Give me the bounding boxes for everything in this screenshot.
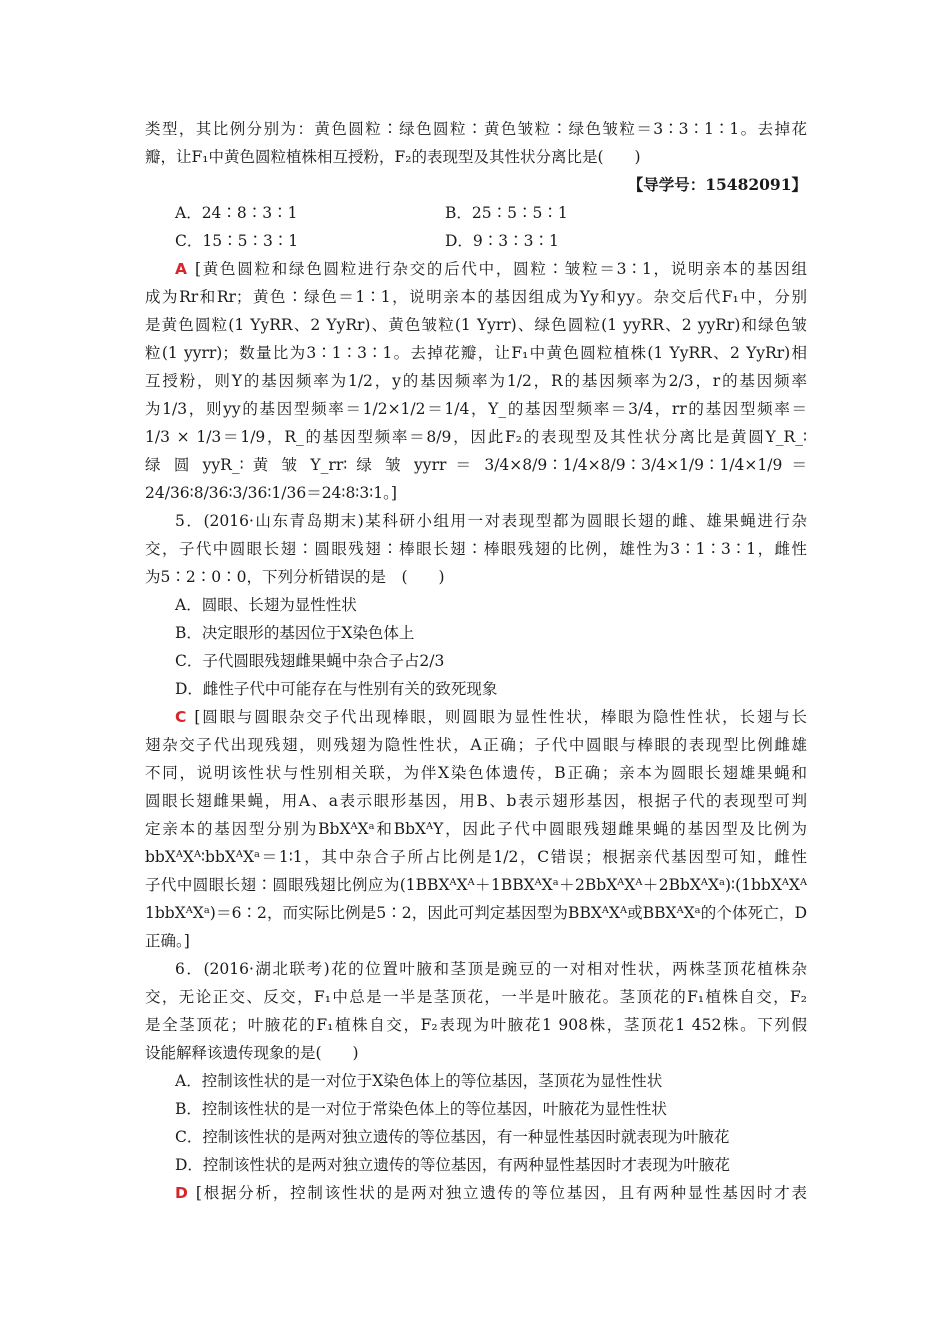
q6-option-d: D．控制该性状的是两对独立遗传的等位基因，有两种显性基因时才表现为叶腋花 — [175, 1156, 730, 1174]
q4-explanation-line: 互授粉，则Y的基因频率为1/2，y的基因频率为1/2，R的基因频率为2/3，r的基因频率 — [145, 372, 807, 390]
q5-explanation-line: 不同，说明该性状与性别相关联，为伴X染色体遗传，B正确；亲本为圆眼长翅雄果蝇和 — [145, 764, 807, 782]
q4-explanation-line: 是黄色圆粒(1 YyRR、2 YyRr)、黄色皱粒(1 Yyrr)、绿色圆粒(1 yyRR、2 yyRr)和绿色皱 — [145, 316, 807, 334]
q6-answer: D — [175, 1184, 188, 1202]
q5-explanation-line: 圆眼长翅雌果蝇，用A、a表示眼形基因，用B、b表示翅形基因，根据子代的表现型可判 — [145, 792, 807, 810]
q6-option-b: B．控制该性状的是一对位于常染色体上的等位基因，叶腋花为显性性状 — [175, 1100, 667, 1118]
q5-option-b: B．决定眼形的基因位于X染色体上 — [175, 624, 415, 642]
q4-stem-line: 类型，其比例分别为：黄色圆粒∶绿色圆粒∶黄色皱粒∶绿色皱粒＝3∶3∶1∶1。去掉花 — [145, 120, 807, 138]
q5-explanation-line: 1bbXᴬXᵃ)＝6∶2，而实际比例是5∶2，因此可判定基因型为BBXᴬXᴬ或BBXᴬXᵃ的个体死亡，D — [145, 904, 807, 922]
q6-stem-line: 是全茎顶花；叶腋花的F₁植株自交，F₂表现为叶腋花1 908株，茎顶花1 452株。下列假 — [145, 1016, 807, 1034]
q6-option-c: C．控制该性状的是两对独立遗传的等位基因，有一种显性基因时就表现为叶腋花 — [175, 1128, 730, 1146]
q4-option-d: D．9∶3∶3∶1 — [445, 232, 559, 250]
q6-stem-line: 6．(2016·湖北联考)花的位置叶腋和茎顶是豌豆的一对相对性状，两株茎顶花植株杂 — [175, 960, 807, 978]
q6-option-a: A．控制该性状的是一对位于X染色体上的等位基因，茎顶花为显性性状 — [175, 1072, 663, 1090]
q4-explanation-line: 成为Rr和Rr；黄色∶绿色＝1∶1，说明亲本的基因组成为Yy和yy。杂交后代F₁中，分别 — [145, 288, 807, 306]
q4-option-b: B．25∶5∶5∶1 — [445, 204, 568, 222]
q4-explanation-line: 1/3 × 1/3＝1/9，R_的基因型频率＝8/9，因此F₂的表现型及其性状分离比是黄圆Y_R_∶ — [145, 428, 807, 446]
q5-explanation-line: bbXᴬXᴬ∶bbXᴬXᵃ＝1∶1，其中杂合子所占比例是1/2，C错误；根据亲代基因型可知，雌性 — [145, 848, 807, 866]
q5-explanation-line: 翅杂交子代出现残翅，则残翅为隐性性状，A正确；子代中圆眼与棒眼的表现型比例雌雄 — [145, 736, 807, 754]
q6-explanation-line: D [根据分析，控制该性状的是两对独立遗传的等位基因，且有两种显性基因时才表 — [175, 1184, 807, 1202]
q4-explanation-line: 24/36∶8/36∶3/36∶1/36＝24∶8∶3∶1。] — [145, 484, 397, 502]
q4-stem-line: 瓣，让F₁中黄色圆粒植株相互授粉，F₂的表现型及其性状分离比是( ) — [145, 148, 641, 166]
q4-option-a: A．24∶8∶3∶1 — [175, 204, 298, 222]
q5-option-d: D．雌性子代中可能存在与性别有关的致死现象 — [175, 680, 498, 698]
q6-stem-line: 交，无论正交、反交，F₁中总是一半是茎顶花，一半是叶腋花。茎顶花的F₁植株自交，F₂ — [145, 988, 807, 1006]
q5-option-a: A．圆眼、长翅为显性性状 — [175, 596, 357, 614]
q5-stem-line: 5．(2016·山东青岛期末)某科研小组用一对表现型都为圆眼长翅的雌、雄果蝇进行杂 — [175, 512, 807, 530]
guide-number: 【导学号：15482091】 — [627, 175, 807, 194]
q5-option-c: C．子代圆眼残翅雌果蝇中杂合子占2/3 — [175, 652, 445, 670]
q5-explanation-line: C [圆眼与圆眼杂交子代出现棒眼，则圆眼为显性性状，棒眼为隐性性状，长翅与长 — [175, 708, 807, 726]
q4-explanation-line: A [黄色圆粒和绿色圆粒进行杂交的后代中，圆粒∶皱粒＝3∶1，说明亲本的基因组 — [175, 260, 807, 278]
q4-explanation-line: 粒(1 yyrr)；数量比为3∶1∶3∶1。去掉花瓣，让F₁中黄色圆粒植株(1 YyRR、2 YyRr)相 — [145, 344, 807, 362]
q5-answer: C — [175, 708, 187, 726]
q4-option-c: C．15∶5∶3∶1 — [175, 232, 299, 250]
q4-explanation-line: 为1/3，则yy的基因型频率＝1/2×1/2＝1/4，Y_的基因型频率＝3/4，rr的基因型频率＝ — [145, 400, 807, 418]
q5-explanation-line: 定亲本的基因型分别为BbXᴬXᵃ和BbXᴬY，因此子代中圆眼残翅雌果蝇的基因型及比例为 — [145, 820, 807, 838]
q4-answer: A — [175, 260, 187, 278]
q4-explanation-line: 绿 圆 yyR_∶ 黄 皱 Y_rr∶ 绿 皱 yyrr ＝ 3/4×8/9∶1/4×8/9∶3/4×1/9∶1/4×1/9 ＝ — [145, 456, 807, 474]
q5-explanation-line: 子代中圆眼长翅∶圆眼残翅比例应为(1BBXᴬXᴬ＋1BBXᴬXᵃ＋2BbXᴬXᴬ＋2BbXᴬXᵃ)∶(1bbXᴬXᴬ — [145, 876, 807, 894]
q5-stem-line: 为5∶2∶0∶0，下列分析错误的是 ( ) — [145, 568, 445, 586]
q5-stem-line: 交，子代中圆眼长翅∶圆眼残翅∶棒眼长翅∶棒眼残翅的比例，雄性为3∶1∶3∶1，雌性 — [145, 540, 807, 558]
q6-stem-line: 设能解释该遗传现象的是( ) — [145, 1044, 359, 1062]
q5-explanation-line: 正确。] — [145, 932, 190, 950]
